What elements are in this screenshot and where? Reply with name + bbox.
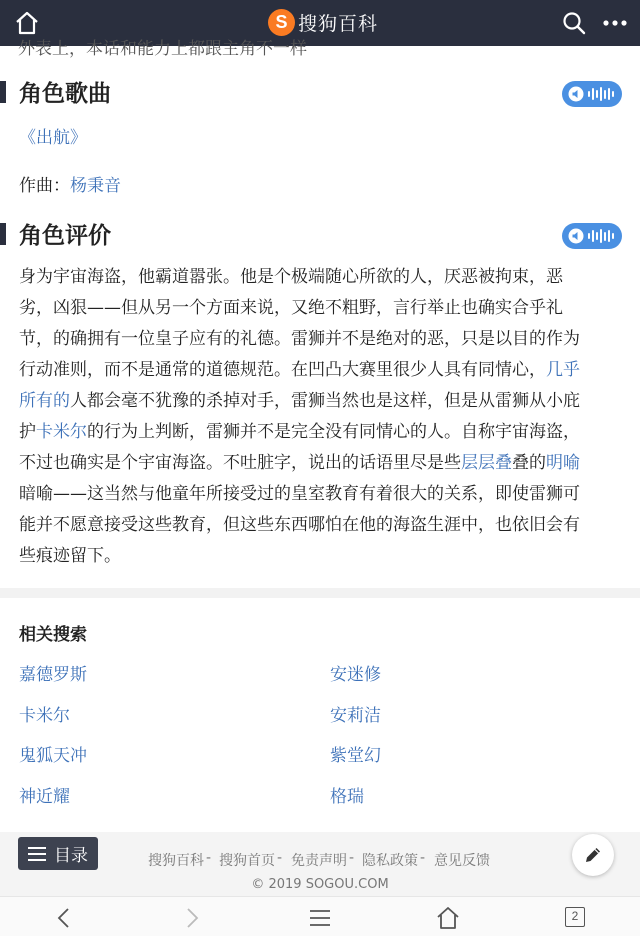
sogou-baike-logo[interactable] [268, 9, 378, 36]
sound-wave-icon [588, 229, 614, 243]
audio-play-button-song[interactable] [562, 81, 622, 107]
clipped-previous-text [0, 39, 640, 59]
para-line: 身为宇宙海盗，他霸道嚣张。他是个极端随心所欲的人，厌恶被拘束，恶 [19, 267, 563, 287]
related-searches-title: 相关搜索 [19, 625, 87, 645]
clipped-text: 外表上，本话和能力上都跟主角不一样 [18, 39, 307, 59]
song-title[interactable]: 《出航》 [19, 128, 87, 148]
para-line: 护卡米尔的行为上判断，雷狮并不是完全没有同情心的人。自称宇宙海盗， [19, 422, 580, 442]
inline-link-kamier[interactable]: 卡米尔 [36, 422, 87, 442]
browser-nav-bar [0, 896, 640, 936]
para-line: 节，的确拥有一位皇子应有的礼德。雷狮并不是绝对的恶，只是以目的作为 [19, 329, 580, 349]
para-line: 暗喻——这当然与他童年所接受过的皇室教育有着很大的关系，即使雷狮可 [19, 484, 580, 504]
copyright: © 2019 SOGOU.COM [251, 877, 389, 892]
inline-link[interactable]: 几乎 [546, 360, 580, 380]
footer-link[interactable]: 隐私政策 [362, 853, 418, 869]
related-item[interactable]: 紫堂幻 [330, 746, 381, 766]
home-icon[interactable] [14, 10, 40, 36]
composer-link[interactable]: 杨秉音 [70, 176, 121, 196]
section-header-song [0, 72, 640, 112]
toc-button[interactable] [18, 837, 98, 870]
para-line: 行动准则，而不是通常的道德规范。在凹凸大赛里很少人具有同情心，几乎 [19, 360, 580, 380]
more-icon[interactable] [603, 13, 627, 33]
footer-separator: - [277, 850, 283, 866]
sogou-logo-mark: S [268, 9, 295, 36]
tabs-icon[interactable]: 2 [565, 907, 585, 927]
composer-line [19, 171, 121, 196]
related-item[interactable]: 鬼狐天冲 [19, 746, 87, 766]
home-icon[interactable] [436, 906, 460, 930]
para-line: 所有的人都会毫不犹豫的杀掉对手，雷狮当然也是这样，但是从雷狮从小庇 [19, 391, 580, 411]
related-item[interactable]: 安莉洁 [330, 706, 381, 726]
speaker-icon [568, 228, 584, 244]
footer-link[interactable]: 搜狗首页 [219, 853, 275, 869]
footer-link[interactable]: 搜狗百科 [148, 853, 204, 869]
related-item[interactable]: 安迷修 [330, 665, 381, 685]
footer-link[interactable]: 意见反馈 [434, 853, 490, 869]
para-line: 劣，凶狠——但从另一个方面来说，又绝不粗野，言行举止也确实合乎礼 [19, 298, 563, 318]
footer-separator: - [349, 850, 355, 866]
para-line: 不过也确实是个宇宙海盗。不吐脏字，说出的话语里尽是些层层叠叠的明喻 [19, 453, 580, 473]
sound-wave-icon [588, 87, 614, 101]
section-header-evaluation [0, 214, 640, 254]
related-item[interactable]: 格瑞 [330, 787, 364, 807]
inline-link[interactable]: 层层叠 [461, 453, 512, 473]
pencil-icon [583, 845, 603, 865]
audio-play-button-evaluation[interactable] [562, 223, 622, 249]
inline-link[interactable]: 所有的 [19, 391, 70, 411]
footer-link[interactable]: 免责声明 [291, 853, 347, 869]
list-icon [28, 847, 46, 861]
section-title-evaluation: 角色评价 [19, 223, 111, 249]
section-marker [0, 223, 6, 245]
toc-label: 目录 [54, 846, 88, 866]
composer-label: 作曲： [19, 176, 70, 196]
inline-link[interactable]: 明喻 [546, 453, 580, 473]
menu-icon[interactable] [308, 906, 332, 930]
logo-text: 搜狗百科 [298, 13, 379, 35]
section-title-song: 角色歌曲 [19, 81, 111, 107]
edit-button[interactable] [572, 834, 614, 876]
related-item[interactable]: 卡米尔 [19, 706, 70, 726]
para-line: 能并不愿意接受这些教育，但这些东西哪怕在他的海盗生涯中，也依旧会有 [19, 515, 580, 535]
search-icon[interactable] [562, 11, 586, 35]
section-marker [0, 81, 6, 103]
related-item[interactable]: 神近耀 [19, 787, 70, 807]
related-item[interactable]: 嘉德罗斯 [19, 665, 87, 685]
section-divider [0, 588, 640, 598]
speaker-icon [568, 86, 584, 102]
footer-separator: - [420, 850, 426, 866]
back-icon[interactable] [52, 906, 76, 930]
para-line: 些痕迹留下。 [19, 546, 121, 566]
footer-separator: - [206, 850, 212, 866]
forward-icon[interactable] [180, 906, 204, 930]
evaluation-paragraph [19, 262, 623, 572]
